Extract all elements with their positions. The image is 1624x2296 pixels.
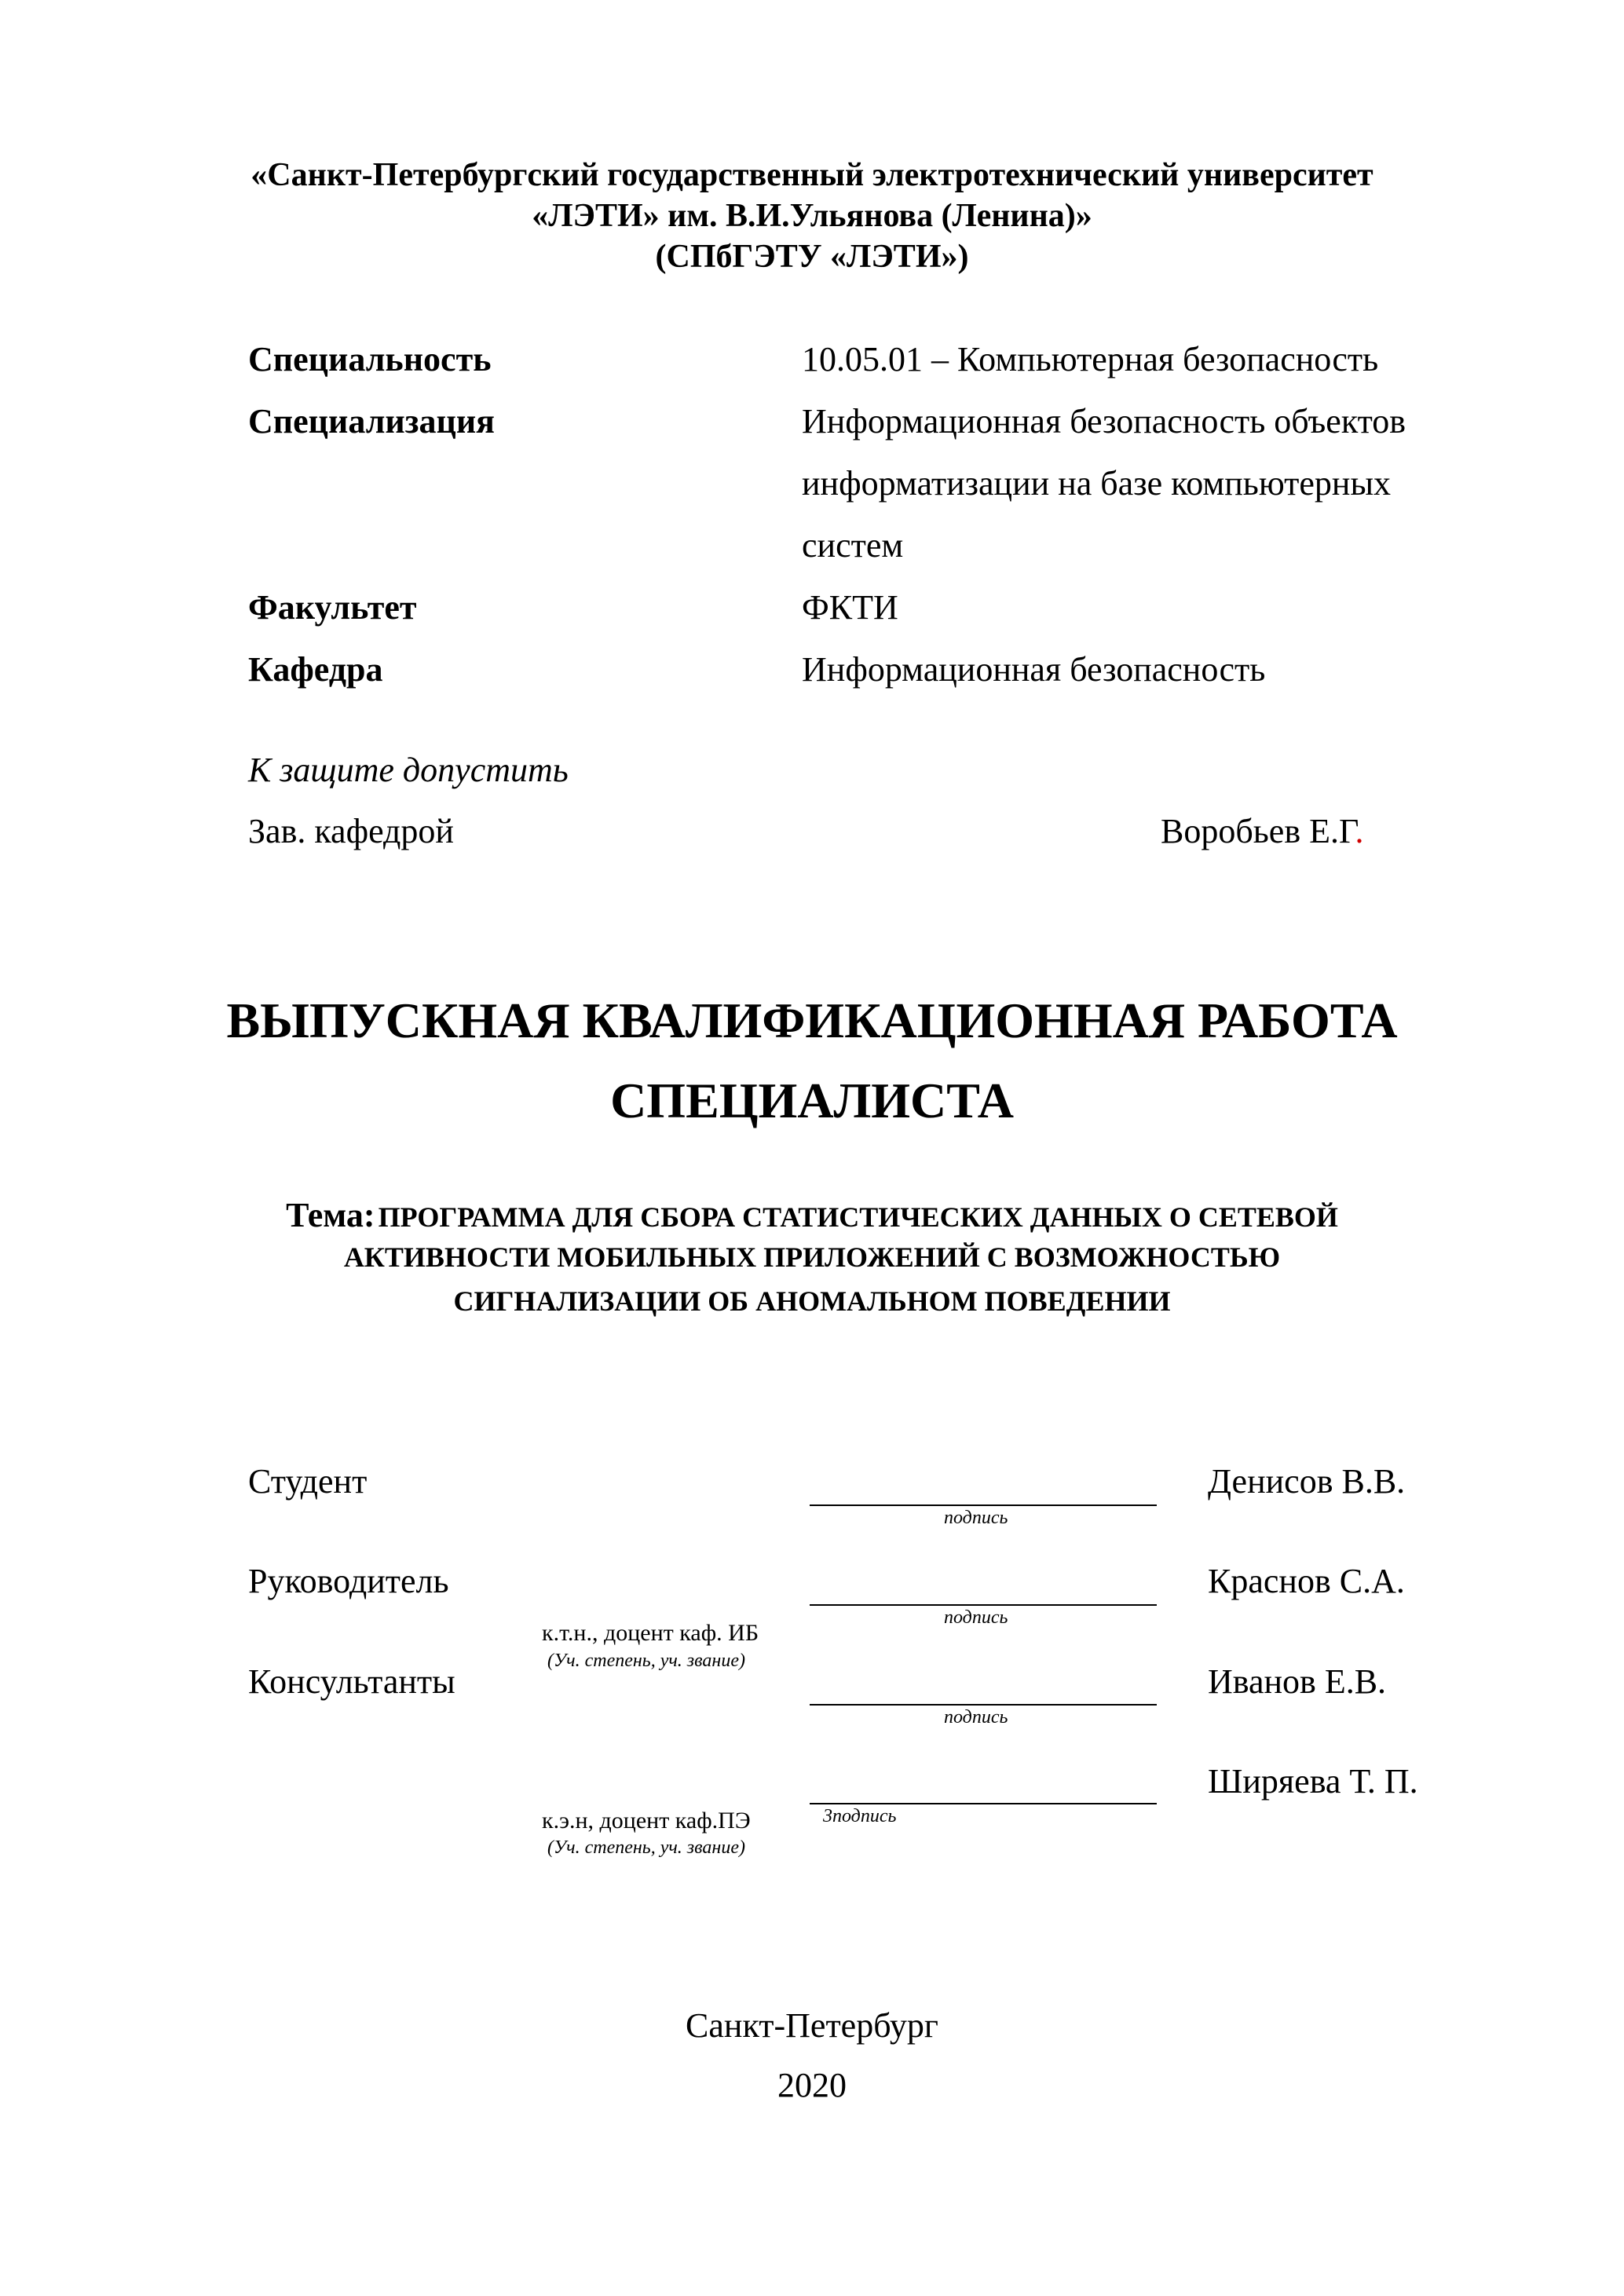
supervisor-degree: к.т.н., доцент каф. ИБ [542,1620,759,1646]
head-of-department-label: Зав. кафедрой [248,812,454,850]
consultant2-name: Ширяева Т. П. [1208,1762,1418,1801]
supervisor-signature-caption: подпись [944,1607,1008,1628]
supervisor-signature-line [810,1604,1157,1606]
topic-prefix: Тема: [286,1196,375,1234]
document-title-line2: СПЕЦИАЛИСТА [610,1073,1014,1128]
faculty-value: ФКТИ [802,588,898,627]
topic-text-line1: ПРОГРАММА ДЛЯ СБОРА СТАТИСТИЧЕСКИХ ДАННЫХ О СЕТЕВОЙ [378,1201,1338,1233]
year: 2020 [777,2066,847,2104]
head-name-dot: . [1355,812,1364,850]
admission-label: К защите допустить [248,751,569,789]
department-value: Информационная безопасность [802,650,1266,689]
document-title-line1: ВЫПУСКНАЯ КВАЛИФИКАЦИОННАЯ РАБОТА [226,993,1398,1048]
consultant2-signature-caption: 3подпись [823,1806,897,1826]
student-name: Денисов В.В. [1208,1462,1406,1501]
head-name-text: Воробьев Е.Г [1161,812,1355,850]
student-role: Студент [248,1462,368,1501]
consultant1-name: Иванов Е.В. [1208,1662,1387,1701]
student-signature-caption: подпись [944,1508,1008,1528]
specialty-value: 10.05.01 – Компьютерная безопасность [802,340,1379,378]
supervisor-role: Руководитель [248,1562,449,1600]
city: Санкт-Петербург [686,2006,938,2045]
supervisor-degree-caption: (Уч. степень, уч. звание) [547,1651,745,1671]
consultant1-signature-line [810,1704,1157,1706]
university-abbreviation: (СПбГЭТУ «ЛЭТИ») [655,239,969,275]
head-of-department-name [1161,811,1363,851]
specialization-label: Специализация [248,402,495,441]
supervisor-name: Краснов С.А. [1208,1562,1405,1600]
specialization-value-line2: информатизации на базе компьютерных [802,464,1392,503]
consultants-role: Консультанты [248,1662,455,1701]
consultant2-signature-line [810,1803,1157,1804]
consultant2-degree: к.э.н, доцент каф.ПЭ [542,1808,751,1834]
topic-line2: АКТИВНОСТИ МОБИЛЬНЫХ ПРИЛОЖЕНИЙ С ВОЗМОЖНОСТЬЮ [343,1241,1281,1273]
consultant2-degree-caption: (Уч. степень, уч. звание) [547,1837,745,1858]
topic-line3: СИГНАЛИЗАЦИИ ОБ АНОМАЛЬНОМ ПОВЕДЕНИИ [453,1285,1171,1317]
specialization-value-line3: систем [802,526,904,565]
topic-line1 [0,1195,1624,1235]
department-label: Кафедра [248,650,383,689]
faculty-label: Факультет [248,588,417,627]
consultant1-signature-caption: подпись [944,1707,1008,1727]
student-signature-line [810,1504,1157,1506]
university-name-line2: «ЛЭТИ» им. В.И.Ульянова (Ленина)» [532,198,1092,234]
specialty-label: Специальность [248,340,492,378]
university-name-line1: «Санкт-Петербургский государственный электротехнический университет [251,157,1373,193]
specialization-value-line1: Информационная безопасность объектов [802,402,1406,441]
